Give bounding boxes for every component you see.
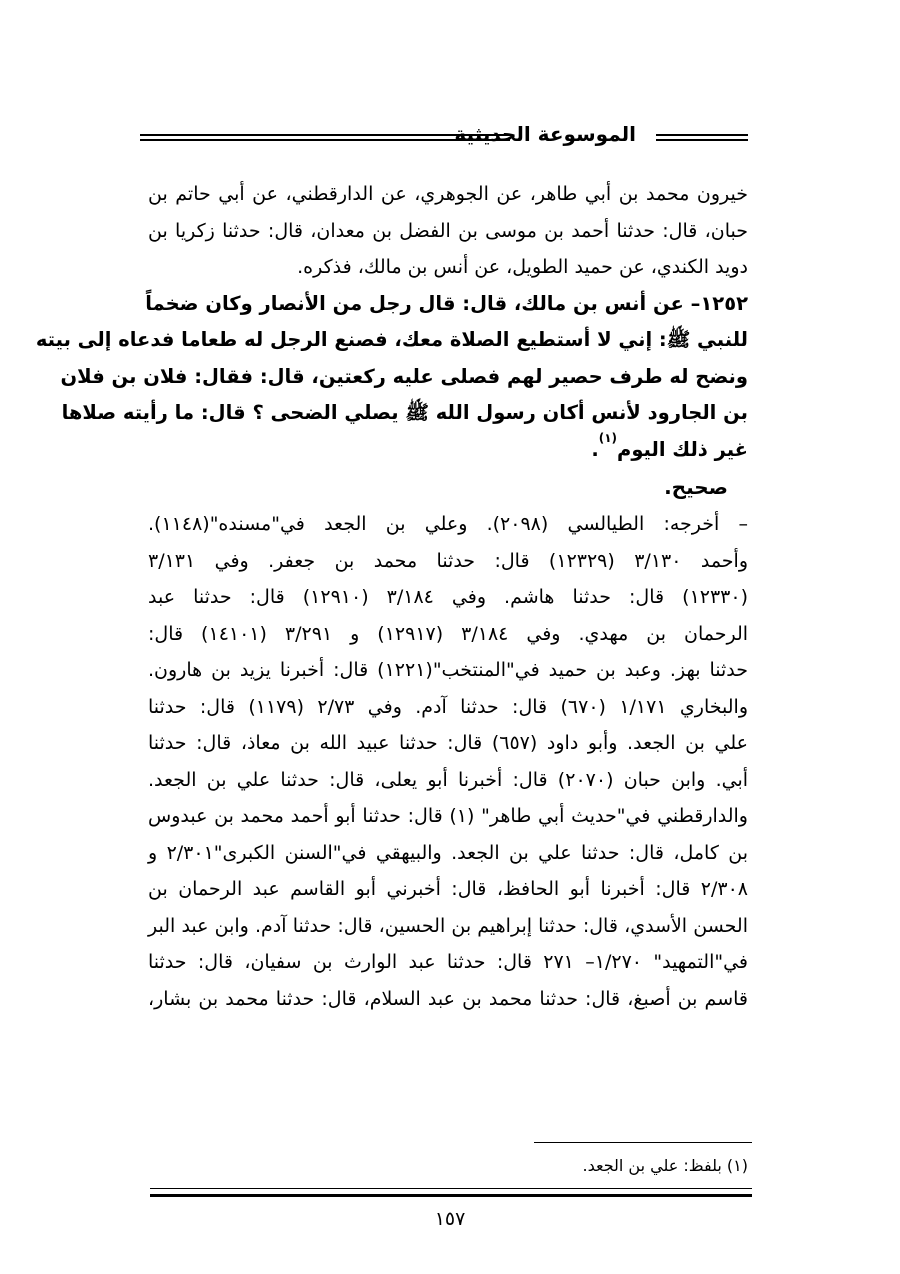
takhrij-line: الحسن الأسدي، قال: حدثنا إبراهيم بن الحسين، قال: حدثنا آدم. وابن عبد البر — [148, 914, 748, 937]
takhrij-line: والدارقطني في"حديث أبي طاهر" (١) قال: حدثنا أبو أحمد محمد بن عبدوس — [148, 805, 748, 827]
hadith-line: للنبي ﷺ: إني لا أستطيع الصلاة معك، فصنع الرجل له طعاما فدعاه إلى بيته — [35, 328, 748, 351]
running-header — [140, 122, 748, 152]
takhrij-line: في"التمهيد" ١/٢٧٠– ٢٧١ قال: حدثنا عبد الوارث بن سفيان، قال: حدثنا — [148, 951, 749, 973]
takhrij-line: – أخرجه: الطيالسي (٢٠٩٨). وعلي بن الجعد في"مسنده"(١١٤٨). — [148, 513, 748, 535]
header-rule-right — [656, 134, 748, 141]
takhrij-line: والبخاري ١/١٧١ (٦٧٠) قال: حدثنا آدم. وفي ٢/٧٣ (١١٧٩) قال: حدثنا — [148, 695, 748, 718]
header-rule-left — [140, 134, 510, 141]
takhrij-line: (١٢٣٣٠) قال: حدثنا هاشم. وفي ٣/١٨٤ (١٢٩١٠) قال: حدثنا عبد — [148, 586, 749, 608]
footnote: (١) بلفظ: علي بن الجعد. — [582, 1156, 748, 1175]
hadith-line: ١٢٥٢– عن أنس بن مالك، قال: قال رجل من الأنصار وكان ضخماً — [145, 291, 748, 315]
hadith-line: بن الجارود لأنس أكان رسول الله ﷺ يصلي الضحى ؟ قال: ما رأيته صلاها — [61, 401, 748, 424]
hadith-end-punct: . — [591, 437, 599, 461]
bottom-double-rule — [150, 1188, 752, 1197]
takhrij-line: الرحمان بن مهدي. وفي ٣/١٨٤ (١٢٩١٧) و ٣/٢٩١ (١٤١٠١) قال: — [148, 622, 749, 645]
takhrij-line: علي بن الجعد. وأبو داود (٦٥٧) قال: حدثنا عبيد الله بن معاذ، قال: حدثنا — [148, 732, 748, 754]
grade-heading: صحيح. — [664, 475, 728, 499]
chain-line: حبان، قال: حدثنا أحمد بن موسى بن الفضل بن معدان، قال: حدثنا زكريا بن — [148, 219, 748, 242]
takhrij-line: بن كامل، قال: حدثنا علي بن الجعد. والبيهقي في"السنن الكبرى"٢/٣٠١ و — [148, 841, 748, 864]
takhrij-line: أبي. وابن حبان (٢٠٧٠) قال: أخبرنا أبو يعلى، قال: حدثنا علي بن الجعد. — [148, 768, 749, 791]
page-number: ١٥٧ — [434, 1208, 466, 1230]
hadith-line-last — [148, 432, 748, 469]
footnote-separator — [534, 1142, 752, 1143]
footnote-marker: (١) — [598, 430, 618, 445]
page-body — [35, 176, 749, 1017]
chain-line: خيرون محمد بن أبي طاهر، عن الجوهري، عن الدارقطني، عن أبي حاتم بن — [148, 183, 748, 205]
header-title: الموسوعة الحديثية — [454, 122, 636, 146]
hadith-last-text: غير ذلك اليوم — [617, 437, 748, 461]
takhrij-line: قاسم بن أصبغ، قال: حدثنا محمد بن عبد السلام، قال: حدثنا محمد بن بشار، — [148, 987, 748, 1010]
hadith-line: ونضح له طرف حصير لهم فصلى عليه ركعتين، قال: فقال: فلان بن فلان — [60, 364, 748, 388]
takhrij-line: وأحمد ٣/١٣٠ (١٢٣٢٩) قال: حدثنا محمد بن جعفر. وفي ٣/١٣١ — [148, 549, 749, 572]
takhrij-line: حدثنا بهز. وعبد بن حميد في"المنتخب"(١٢٢١) قال: أخبرنا يزيد بن هارون. — [148, 659, 748, 681]
takhrij-line: ٢/٣٠٨ قال: أخبرنا أبو الحافظ، قال: أخبرني أبو القاسم عبد الرحمان بن — [148, 878, 748, 900]
chain-line: دويد الكندي، عن حميد الطويل، عن أنس بن مالك، فذكره. — [297, 256, 748, 278]
